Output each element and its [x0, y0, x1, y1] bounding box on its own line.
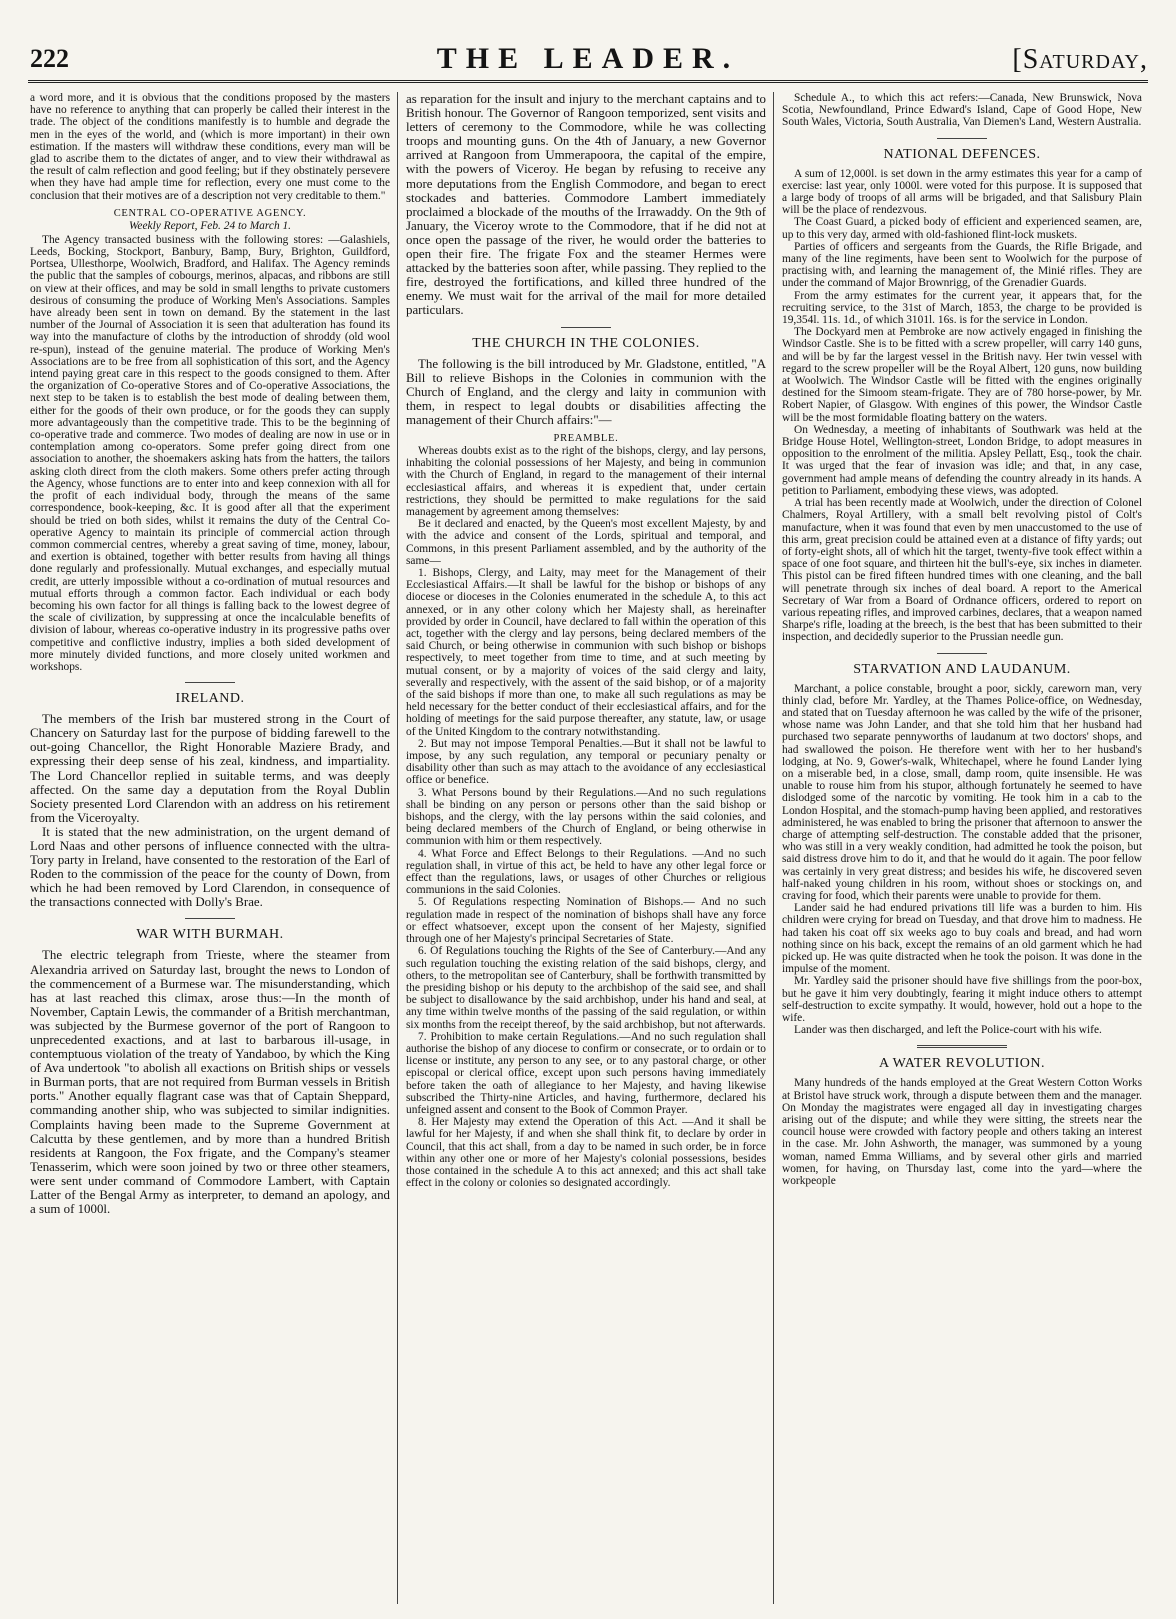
defences-paragraph: The Coast Guard, a picked body of efficient and experienced seamen, are, up to this very day, armed with old-fashioned flint-lock muskets. — [782, 216, 1142, 241]
defences-paragraph: Parties of officers and sergeants from the Guards, the Rifle Brigade, and many of the line regiments, have been sent to Woolwich for the purpose of practising with, and learning the management of, the Minié rifles. They are under the command of Major Brownrigg, of the Grenadier Guards. — [782, 240, 1142, 290]
preamble-paragraph: Be it declared and enacted, by the Queen's most excellent Majesty, by and with the advice and consent of the Lords, spiritual and temporal, and Commons, in this present Parliament assembled, and by the authority of the same— — [406, 518, 766, 567]
defences-paragraph: On Wednesday, a meeting of inhabitants of Southwark was held at the Bridge House Hotel, Wellington-street, London Bridge, to adopt measures in opposition to the enrolment of the militia. Apsley Pellatt, Esq., took the chair. It was urged that the fear of invasion was idle; and that, in any case, government had ample means of defending the country already in its hands. A petition to Parliament, embodying these views, was adopted. — [782, 423, 1142, 497]
ireland-paragraph: The members of the Irish bar mustered strong in the Court of Chancery on Saturday last for the purpose of bidding farewell to the out-going Chancellor, the Right Honorable Maziere Brady, and expressing their deep sense of his zeal, kindness, and impartiality. The Lord Chancellor replied in suitable terms, and was deeply affected. On the same day a deputation from the Royal Dublin Society presented Lord Clarendon with an address on his retirement from the Viceroyalty. — [30, 712, 390, 825]
column-2 — [406, 92, 766, 1604]
bill-section: 5. Of Regulations respecting Nomination of Bishops.— And no such regulation made in respect of the nomination of bishops shall have any force or effect whatsoever, except upon the consent of her Majesty, signified through one of her Majesty's principal Secretaries of State. — [406, 896, 766, 946]
bill-section: 8. Her Majesty may extend the Operation of this Act. —And it shall be lawful for her Majesty, if and when she shall think fit, to declare by order in Council, that this act shall, from a day to be named in such order, be in force within any other one or more of her Majesty's colonial possessions, besides those contained in the schedule A to this act annexed; and this act shall take effect in the colony or colonies so designated accordingly. — [406, 1116, 766, 1190]
section-divider — [561, 327, 611, 328]
water-paragraph: Many hundreds of the hands employed at the Great Western Cotton Works at Bristol have struck work, through a dispute between them and the manager. On Monday the magistrates were engaged all day in investigating charges arising out of the dispute; and while they were sitting, the streets near the council house were crowded with factory people and others taking an interest in the case. Mr. John Ashworth, the manager, was summoned by a young woman, named Emma Williams, and by several other girls and married women, for having, on Thursday last, come into the yard—where the workpeople — [782, 1077, 1142, 1188]
coop-subheading: Weekly Report, Feb. 24 to March 1. — [128, 219, 292, 232]
starvation-paragraph: Mr. Yardley said the prisoner should have five shillings from the poor-box, but he gave it him very doubtingly, fearing it might induce others to attempt self-destruction to excite sympathy. It would, however, hold out a hope to the wife. — [782, 975, 1142, 1025]
church-heading: THE CHURCH IN THE COLONIES. — [472, 335, 700, 351]
defences-paragraph: The Dockyard men at Pembroke are now actively engaged in finishing the Windsor Castle. She is to be fitted with a screw propeller, will carry 140 guns, and will be by far the largest vessel in the British navy. Her twin vessel with regard to the screw propeller will be the Royal Albert, 120 guns, now building at Woolwich. The Windsor Castle will be fitted with the engines originally destined for the Simoom steam-frigate. They are of 780 horse-power, by Mr. Robert Napier, of Glasgow. With engines of this power, the Windsor Castle will be the most formidable floating battery on the waters. — [782, 326, 1142, 424]
bill-section: 7. Prohibition to make certain Regulations.—And no such regulation shall authorise the bishop of any diocese to confirm or consecrate, or to ordain or to license or institute, any person to any see, or to any pastoral charge, or other episcopal or clerical office, except upon such persons having immediately before taken the oath of allegiance to her Majesty, and having likewise subscribed the Thirty-nine Articles, and having, furthermore, declared his unfeigned assent and consent to the Book of Common Prayer. — [406, 1030, 766, 1116]
coop-heading: CENTRAL CO-OPERATIVE AGENCY. — [113, 207, 307, 219]
defences-paragraph: A sum of 12,000l. is set down in the army estimates this year for a camp of exercise: last year, only 1000l. were voted for this purpose. It is supposed that a large body of troops of all arms will be brigaded, and that Salisbury Plain will be the place of rendezvous. — [782, 167, 1142, 217]
preamble-heading: PREAMBLE. — [553, 432, 619, 444]
starvation-paragraph: Marchant, a police constable, brought a poor, sickly, careworn man, very thinly clad, before Mr. Yardley, at the Thames Police-office, on Wednesday, and stated that on Tuesday afternoon he was called by the wife of the prisoner, whose name was John Lander, and that she told him that her husband had purchased two separate pennyworths of laudanum at two doctors' shops, and had swallowed the poison. He therefore went with her to her husband's lodging, at No. 9, Gower's-walk, Whitechapel, where he found Lander lying on a miserable bed, in a close, small, damp room, quite insensible. He was unable to rouse him from his stupor, although fortunately he seemed to have dislodged some of the narcotic by vomiting. He took him in a cab to the London Hospital, and the stomach-pump having been applied, and restoratives administered, he was enabled to bring the prisoner that afternoon to answer the charge of attempting self-destruction. The constable added that the prisoner, who was still in a very weakly condition, had admitted he took the poison, but said distress drove him to do it, and that he would do it again. The poor fellow was certainly in very great distress; and besides his wife, he discovered seven half-naked young children in his room, without shoes or stockings on, and craving for food, which their parents were unable to provide for them. — [782, 682, 1142, 902]
column-rule — [397, 92, 398, 1604]
ireland-heading: IRELAND. — [175, 691, 245, 707]
burmah-continued: as reparation for the insult and injury to the merchant captains and to British honour. The Governor of Rangoon temporized, sent visits and letters of ceremony to the Commodore, while he was collecting troops and mounting guns. On the 4th of January, a new Governor arrived at Rangoon from Ummerapoora, the capital of the empire, with the powers of Viceroy. He began by refusing to receive any more deputations from the English Commodore, and began to erect stockades and batteries. Commodore Lambert immediately proclaimed a blockade of the mouths of the Irrawaddy. On the 9th of January, the Viceroy wrote to the Commodore, that if he did not at once open the passage of the river, he would order the batteries to open their fire. The frigate Fox and the steamer Hermes were attacked by the batteries soon after, while passing. They replied to the fire, destroyed the fortifications, and killed three hundred of the enemy. We must wait for the arrival of the mail for more detailed particulars. — [406, 92, 766, 318]
section-divider — [185, 918, 235, 919]
section-divider — [937, 653, 987, 654]
column-1 — [30, 92, 390, 1604]
column-3 — [782, 92, 1142, 1604]
masthead — [28, 40, 1148, 83]
preamble-paragraph: Whereas doubts exist as to the right of the bishops, clergy, and lay persons, inhabiting the colonial possessions of her Majesty, and being in communion with the Church of England, in regard to the management of their internal ecclesiastical affairs, and whereas it is expedient that, under certain restrictions, they should be permitted to make regulations for the said management by agreement among themselves: — [406, 444, 766, 518]
bill-section: 6. Of Regulations touching the Rights of the See of Canterbury.—And any such regulation touching the existing relation of the said bishops, clergy, and others, to the metropolitan see of Canterbury, shall be forthwith transmitted by the presiding bishop or his deputy to the archbishop of the said see, and shall be subject to disallowance by the said archbishop, under his hand and seal, at any time within twelve months of the passing of the said regulation, or within six months from the receipt thereof, by the said archbishop, but not afterwards. — [406, 945, 766, 1031]
schedule-a: Schedule A., to which this act refers:—Canada, New Brunswick, Nova Scotia, Newfoundland, Prince Edward's Island, Cape of Good Hope, New South Wales, Victoria, South Australia, Van Diemen's Land, Western Australia. — [782, 92, 1142, 129]
ireland-paragraph: It is stated that the new administration, on the urgent demand of Lord Naas and other persons of influence connected with the ultra-Tory party in Ireland, have consented to the restoration of the Earl of Roden to the commission of the peace for the county of Down, from which he had been removed by Lord Clarendon, in consequence of the transactions connected with Dolly's Brae. — [30, 824, 390, 910]
starvation-paragraph: Lander was then discharged, and left the Police-court with his wife. — [794, 1024, 1102, 1037]
section-divider — [937, 138, 987, 139]
issue-day: [Saturday, — [1012, 44, 1148, 75]
coop-report-text: The Agency transacted business with the following stores: —Galashiels, Leeds, Bocking, Stockport, Banbury, Bamp, Bury, Brighton, Guildford, Portsea, Ullesthorpe, Woolwich, Bradford, and Halifax. The Agency reminds the public that the samples of cobourgs, merinos, alpacas, and ribbons are still on view at their offices, and may be sold in small lengths to private customers desirous of consuming the produce of Working Men's Associations. Samples have already been sent in town on demand. By the statement in the last number of the Journal of Association it is seen that adulteration has found its way into the manufacture of cloths by the introduction of shroddy (old wool re-spun), instead of the genuine material. The produce of Working Men's Associations are to be free from all sophistication of this sort, and the Agency intend paying great care in this respect to the goods consigned to them. After the organization of Co-operative Stores and of Co-operative Associations, the next step to be taken is to establish the best mode of dealing between them, either for the goods of their own produce, or for the goods they can supply more advantageously than the competitive trade. This to be the beginning of co-operative trade and commerce. Two modes of dealing are now in use or in contemplation among co-operators. Some prefer going direct from one association to another, the shoemakers asking hats from the hatters, the tailors asking cloth direct from the cloth makers. Some others prefer acting through the Agency, whose functions are to enter into and keep connexion with all for the profit of each individual body, through the means of the same correspondence, book-keeping, &c. It is good after all that the experiment should be tried on both sides, whilst it remains the duty of the Central Co-operative Agency to maintain its principle of commercial action through common commercial centres, whereby a great saving of time, money, labour, and exertion is obtained, together with better results from having all things done regularly and professionally. Mutual exchanges, and especially mutual credit, are utterly impossible without a co-ordination of mutual resources and mutual efforts through a common factor. Each individual or each body becoming his own factor for all things is falling back to the lowest degree of the scale of civilization, by suppressing at once the incalculable benefits of division of labour, whereas co-operative industry in its progressive paths over competitive and conflictive industry, implies a both sided development of more minutely divided functions, and more closely united workmen and workshops. — [30, 233, 390, 673]
strike-article-ending: a word more, and it is obvious that the conditions proposed by the masters have no reference to anything that can properly be called their interest in the trade. The object of the conditions manifestly is to humble and degrade the men in the eyes of the world, and (which is more important) in their own estimation. If the masters will withdraw these conditions, every man will be glad to ascribe them to the dictates of anger, and to view their withdrawal as the result of calm reflection and good feeling; but if they obstinately persevere when they have had ample time for reflection, every one must come to the conclusion that their motives are of a description not very creditable to them." — [30, 92, 390, 202]
section-divider — [917, 1045, 1007, 1048]
church-intro: The following is the bill introduced by Mr. Gladstone, entitled, "A Bill to relieve Bishops in the Colonies in communion with the Church of England, and the clergy and laity in communion with them, in respect to legal doubts or disabilities affecting the management of their Church affairs:"— — [406, 356, 766, 427]
starvation-paragraph: Lander said he had endured privations till life was a burden to him. His children were crying for bread on Tuesday, and that drove him to madness. He had taken his coat off six weeks ago to buy coals and bread, and had worn nothing since on his back, except the remains of an old garment which he had picked up. He was quite distracted when he took the poison. It was done in the impulse of the moment. — [782, 902, 1142, 976]
defences-paragraph: A trial has been recently made at Woolwich, under the direction of Colonel Chalmers, Royal Artillery, with a small belt revolving pistol of Colt's manufacture, when it was found that even by men unaccustomed to the use of this arm, great precision could be attained even at a distance of fifty yards; out of forty-eight shots, all of which hit the target, twenty-five took effect within a space of one foot square, and thirteen hit the bull's-eye, six inches in diameter. This pistol can be fired fifteen hundred times with one cleaning, and the ball will penetrate through six inches of deal board. A report to the Americal Secretary of War from a Board of Ordnance officers, ordered to report on various repeating rifles, and improved carbines, declares, that a weapon named Sharpe's rifle, loading at the breech, is the best that has been submitted to their inspection, and decidedly superior to the Prussian needle gun. — [782, 497, 1142, 644]
newspaper-title: THE LEADER. — [436, 42, 740, 75]
bill-section: 2. But may not impose Temporal Penalties.—But it shall not be lawful to impose, by any such regulation, any temporal or pecuniary penalty or disability other than such as may attach to the avoidance of any ecclesiastical office or benefice. — [406, 737, 766, 787]
section-divider — [185, 682, 235, 683]
burmah-paragraph: The electric telegraph from Trieste, where the steamer from Alexandria arrived on Saturday last, brought the news to London of the commencement of a Burmese war. The misunderstanding, which has at last reached this climax, arose thus:—In the month of November, Captain Lewis, the commander of a British merchantman, was subjected by the Burmese governor of the port of Rangoon to unprecedented exactions, and at last to barbarous ill-usage, in contemptuous violation of the treaty of Yandaboo, by which the King of Ava undertook "to abolish all exactions on British ships or vessels in Burman ports, that are not required from Burman vessels in British ports." Another equally flagrant case was that of Captain Sheppard, commanding another ship, who was subjected to similar indignities. Complaints having been made to the Supreme Government at Calcutta by these gentlemen, and by more than a hundred British residents at Rangoon, the Fox frigate, and the Company's steamer Tenasserim, which were soon joined by two or three other steamers, were sent under command of Commodore Lambert, with Captain Latter of the Bengal Army as interpreter, to demand an apology, and a sum of 1000l. — [30, 948, 390, 1217]
defences-paragraph: From the army estimates for the current year, it appears that, for the recruiting service, to the 31st of March, 1853, the charge to be provided is 19,354l. 11s. 1d., of which 3101l. 16s. is for the service in London. — [782, 289, 1142, 327]
column-rule — [773, 92, 774, 1604]
bill-section: 4. What Force and Effect Belongs to their Regulations. —And no such regulation shall, in virtue of this act, be held to have any other legal force or effect than the regulations, laws, or usages of other Churches or religious communions in the said Colonies. — [406, 847, 766, 897]
water-heading: A WATER REVOLUTION. — [879, 1056, 1045, 1072]
defences-heading: NATIONAL DEFENCES. — [883, 146, 1041, 162]
burmah-heading: WAR WITH BURMAH. — [136, 927, 284, 943]
bill-section: 3. What Persons bound by their Regulations.—And no such regulations shall be binding on any person or persons other than the said bishop or bishops, and the clergy, with the lay persons within the said colonies, and being declared members of the Church of England, or being otherwise in communion with him or them respectively. — [406, 786, 766, 848]
bill-section: 1. Bishops, Clergy, and Laity, may meet for the Management of their Ecclesiastical Affairs.—It shall be lawful for the bishop or bishops of any diocese or dioceses in the Colonies enumerated in the schedule A, to this act annexed, or in any other colony which her Majesty shall, as hereinafter provided by order in Council, have declared to fall within the operation of this act, together with the clergy and lay persons, being declared members of the said Church, or being otherwise in communion with such bishop or bishops respectively, to meet together from time to time, and at such meeting by mutual consent, or by a majority of voices of the said clergy and laity, severally and respectively, with the assent of the said bishop, or of a majority of the said bishops if more than one, to make all such regulations as may be held necessary for the better conduct of their ecclesiastical affairs, and for the holding of meetings for the said purpose thereafter, any statute, law, or usage of the United Kingdom to the contrary notwithstanding. — [406, 567, 766, 738]
starvation-heading: STARVATION AND LAUDANUM. — [853, 661, 1071, 677]
page-number: 222 — [30, 44, 69, 73]
